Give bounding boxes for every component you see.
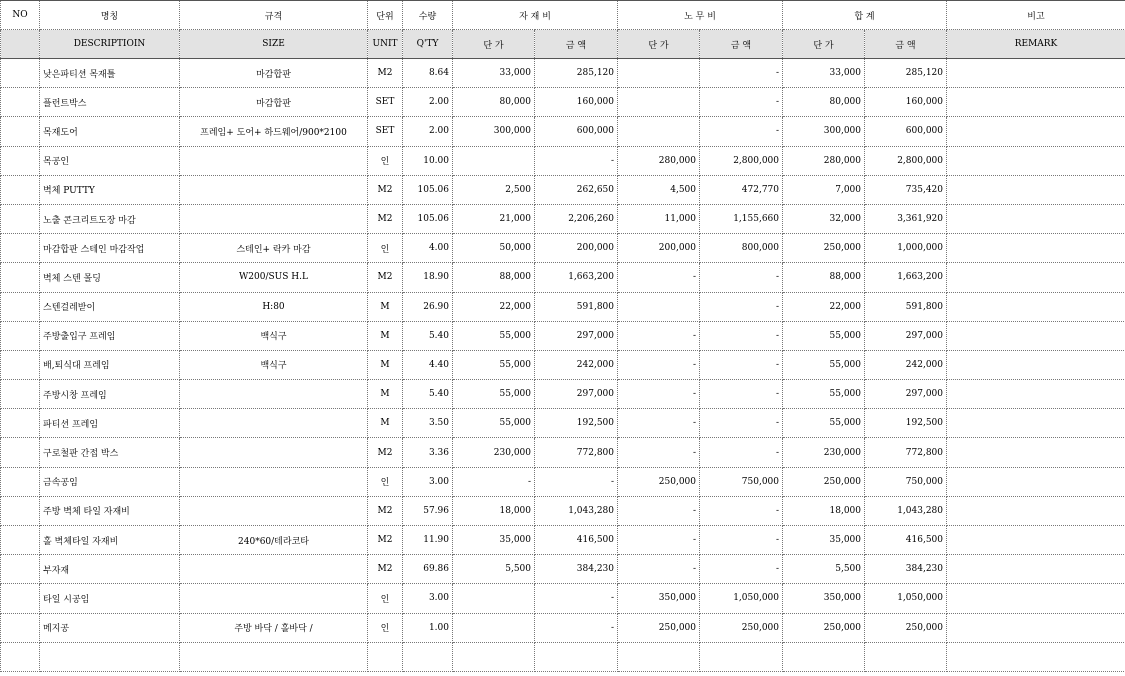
row-material-price: 55,000 (453, 350, 535, 379)
table-row (1, 555, 1125, 584)
row-remark (947, 613, 1125, 642)
empty-cell (368, 642, 403, 671)
row-material-price: 2,500 (453, 175, 535, 204)
row-spec: W200/SUS H.L (180, 263, 368, 292)
row-qty: 11.90 (403, 526, 453, 555)
row-material-price: 230,000 (453, 438, 535, 467)
row-labor-amount: - (700, 555, 783, 584)
table-row (1, 117, 1125, 146)
row-qty: 3.50 (403, 409, 453, 438)
row-labor-amount: - (700, 59, 783, 88)
row-spec (180, 467, 368, 496)
row-unit: M (368, 292, 403, 321)
row-labor-price: 11,000 (618, 204, 700, 233)
row-qty: 3.36 (403, 438, 453, 467)
row-material-price: 88,000 (453, 263, 535, 292)
row-material-amount: - (535, 613, 618, 642)
row-no (1, 438, 40, 467)
row-labor-price (618, 117, 700, 146)
row-no (1, 146, 40, 175)
row-unit: M2 (368, 263, 403, 292)
row-material-price: 55,000 (453, 409, 535, 438)
row-total-price: 350,000 (783, 584, 865, 613)
row-total-amount: 735,420 (865, 175, 947, 204)
row-unit: M (368, 350, 403, 379)
row-remark (947, 175, 1125, 204)
row-labor-price: 350,000 (618, 584, 700, 613)
table-row (1, 438, 1125, 467)
row-total-amount: 750,000 (865, 467, 947, 496)
row-labor-amount: 250,000 (700, 613, 783, 642)
row-labor-price: - (618, 263, 700, 292)
row-name: 금속공임 (40, 467, 180, 496)
header-unit: 단위 (368, 1, 403, 30)
empty-cell (535, 642, 618, 671)
row-no (1, 496, 40, 525)
row-labor-price: - (618, 555, 700, 584)
row-unit: M2 (368, 59, 403, 88)
row-total-price: 55,000 (783, 380, 865, 409)
row-total-price: 55,000 (783, 321, 865, 350)
row-remark (947, 380, 1125, 409)
row-total-amount: 384,230 (865, 555, 947, 584)
header-qty: 수량 (403, 1, 453, 30)
row-spec: 마감합판 (180, 88, 368, 117)
table-row (1, 380, 1125, 409)
row-material-amount: 2,206,260 (535, 204, 618, 233)
row-qty: 105.06 (403, 175, 453, 204)
row-qty: 1.00 (403, 613, 453, 642)
row-remark (947, 555, 1125, 584)
subheader-total-price: 단 가 (783, 30, 865, 59)
row-qty: 5.40 (403, 380, 453, 409)
row-total-amount: 1,663,200 (865, 263, 947, 292)
row-remark (947, 263, 1125, 292)
empty-cell (40, 642, 180, 671)
row-no (1, 526, 40, 555)
row-name: 마감합판 스테인 마감작업 (40, 234, 180, 263)
row-material-amount: 384,230 (535, 555, 618, 584)
row-name: 구로철판 간접 박스 (40, 438, 180, 467)
subheader-remark: REMARK (947, 30, 1125, 59)
row-material-amount: 297,000 (535, 380, 618, 409)
row-name: 벽체 스텐 몰딩 (40, 263, 180, 292)
row-no (1, 292, 40, 321)
row-total-amount: 600,000 (865, 117, 947, 146)
row-material-amount: - (535, 467, 618, 496)
row-labor-price: - (618, 438, 700, 467)
row-no (1, 204, 40, 233)
row-qty: 3.00 (403, 467, 453, 496)
row-spec: 백식구 (180, 350, 368, 379)
empty-cell (1, 642, 40, 671)
subheader-no (1, 30, 40, 59)
row-total-price: 80,000 (783, 88, 865, 117)
row-material-price: 22,000 (453, 292, 535, 321)
row-total-price: 55,000 (783, 350, 865, 379)
row-no (1, 613, 40, 642)
row-total-amount: 160,000 (865, 88, 947, 117)
row-remark (947, 321, 1125, 350)
row-total-price: 5,500 (783, 555, 865, 584)
row-unit: M (368, 321, 403, 350)
row-labor-price: - (618, 409, 700, 438)
row-material-amount: 242,000 (535, 350, 618, 379)
row-labor-amount: 2,800,000 (700, 146, 783, 175)
header-remark: 비고 (947, 1, 1125, 30)
row-remark (947, 117, 1125, 146)
row-labor-price: - (618, 380, 700, 409)
table-row (1, 175, 1125, 204)
row-unit: M2 (368, 496, 403, 525)
row-name: 홀 벽체타일 자재비 (40, 526, 180, 555)
row-unit: 인 (368, 234, 403, 263)
row-material-price: 300,000 (453, 117, 535, 146)
row-qty: 10.00 (403, 146, 453, 175)
row-material-amount: 160,000 (535, 88, 618, 117)
row-material-price: 55,000 (453, 380, 535, 409)
row-labor-amount: - (700, 380, 783, 409)
row-material-amount: 591,800 (535, 292, 618, 321)
row-material-amount: 1,663,200 (535, 263, 618, 292)
row-qty: 57.96 (403, 496, 453, 525)
row-remark (947, 438, 1125, 467)
header-name: 명칭 (40, 1, 180, 30)
header-total: 합 계 (783, 1, 947, 30)
row-labor-price (618, 59, 700, 88)
row-labor-amount: - (700, 438, 783, 467)
subheader-material-amount: 금 액 (535, 30, 618, 59)
subheader-qty: Q'TY (403, 30, 453, 59)
table-row (1, 350, 1125, 379)
row-material-amount: - (535, 584, 618, 613)
row-material-price: 18,000 (453, 496, 535, 525)
row-spec: 주방 바닥 / 홀바닥 / (180, 613, 368, 642)
row-name: 플런트박스 (40, 88, 180, 117)
row-material-amount: 297,000 (535, 321, 618, 350)
row-labor-amount: - (700, 117, 783, 146)
row-no (1, 321, 40, 350)
row-qty: 4.00 (403, 234, 453, 263)
row-total-price: 250,000 (783, 234, 865, 263)
row-name: 낮은파티션 목재틀 (40, 59, 180, 88)
row-name: 주방 벽체 타일 자재비 (40, 496, 180, 525)
row-unit: M (368, 409, 403, 438)
row-total-amount: 1,043,280 (865, 496, 947, 525)
row-material-amount: 416,500 (535, 526, 618, 555)
table-row (1, 613, 1125, 642)
row-labor-amount: - (700, 496, 783, 525)
row-total-amount: 1,050,000 (865, 584, 947, 613)
row-total-price: 55,000 (783, 409, 865, 438)
row-name: 배,퇴식대 프레임 (40, 350, 180, 379)
row-material-price (453, 584, 535, 613)
subheader-row (1, 30, 1125, 59)
empty-cell (783, 642, 865, 671)
row-labor-price: 280,000 (618, 146, 700, 175)
row-labor-amount: - (700, 409, 783, 438)
row-no (1, 117, 40, 146)
subheader-labor-price: 단 가 (618, 30, 700, 59)
row-total-amount: 591,800 (865, 292, 947, 321)
empty-row (1, 642, 1125, 671)
row-material-price: 55,000 (453, 321, 535, 350)
row-no (1, 467, 40, 496)
row-total-price: 300,000 (783, 117, 865, 146)
row-labor-price (618, 88, 700, 117)
row-no (1, 88, 40, 117)
table-row (1, 496, 1125, 525)
row-qty: 4.40 (403, 350, 453, 379)
row-name: 목재도어 (40, 117, 180, 146)
row-qty: 69.86 (403, 555, 453, 584)
row-labor-price: - (618, 526, 700, 555)
subheader-unit: UNIT (368, 30, 403, 59)
row-unit: M2 (368, 175, 403, 204)
row-unit: 인 (368, 613, 403, 642)
row-total-price: 32,000 (783, 204, 865, 233)
row-name: 메지공 (40, 613, 180, 642)
table-row (1, 467, 1125, 496)
row-remark (947, 292, 1125, 321)
row-material-amount: 200,000 (535, 234, 618, 263)
table-row (1, 59, 1125, 88)
row-labor-amount: 1,050,000 (700, 584, 783, 613)
row-unit: SET (368, 117, 403, 146)
row-labor-amount: 800,000 (700, 234, 783, 263)
row-material-price (453, 613, 535, 642)
row-spec (180, 204, 368, 233)
row-total-amount: 250,000 (865, 613, 947, 642)
row-total-price: 250,000 (783, 467, 865, 496)
row-material-price: 5,500 (453, 555, 535, 584)
row-material-price (453, 146, 535, 175)
table-row (1, 204, 1125, 233)
row-labor-price: 200,000 (618, 234, 700, 263)
row-labor-amount: - (700, 263, 783, 292)
row-qty: 18.90 (403, 263, 453, 292)
row-remark (947, 88, 1125, 117)
table-row (1, 526, 1125, 555)
row-name: 타일 시공임 (40, 584, 180, 613)
row-spec (180, 555, 368, 584)
row-labor-amount: - (700, 321, 783, 350)
row-total-amount: 242,000 (865, 350, 947, 379)
row-spec (180, 496, 368, 525)
table-row (1, 88, 1125, 117)
row-material-price: - (453, 467, 535, 496)
row-material-amount: 262,650 (535, 175, 618, 204)
header-row (1, 1, 1125, 30)
row-name: 주방출입구 프레임 (40, 321, 180, 350)
row-labor-price: - (618, 350, 700, 379)
row-spec: 백식구 (180, 321, 368, 350)
row-labor-price: - (618, 496, 700, 525)
table-row (1, 409, 1125, 438)
row-no (1, 175, 40, 204)
empty-cell (453, 642, 535, 671)
row-unit: M (368, 380, 403, 409)
row-unit: M2 (368, 526, 403, 555)
row-qty: 3.00 (403, 584, 453, 613)
row-total-amount: 2,800,000 (865, 146, 947, 175)
row-name: 목공인 (40, 146, 180, 175)
row-labor-price (618, 292, 700, 321)
header-spec: 규격 (180, 1, 368, 30)
row-total-amount: 1,000,000 (865, 234, 947, 263)
row-qty: 2.00 (403, 88, 453, 117)
empty-cell (180, 642, 368, 671)
row-name: 벽체 PUTTY (40, 175, 180, 204)
row-total-amount: 192,500 (865, 409, 947, 438)
table-row (1, 321, 1125, 350)
table-row (1, 146, 1125, 175)
empty-cell (618, 642, 700, 671)
row-labor-amount: - (700, 88, 783, 117)
row-total-price: 18,000 (783, 496, 865, 525)
row-unit: SET (368, 88, 403, 117)
row-remark (947, 467, 1125, 496)
row-spec (180, 584, 368, 613)
row-spec (180, 146, 368, 175)
row-total-amount: 416,500 (865, 526, 947, 555)
row-total-price: 33,000 (783, 59, 865, 88)
row-name: 스텐걸레받이 (40, 292, 180, 321)
row-total-price: 22,000 (783, 292, 865, 321)
row-material-amount: 192,500 (535, 409, 618, 438)
row-unit: 인 (368, 146, 403, 175)
row-remark (947, 234, 1125, 263)
row-total-price: 230,000 (783, 438, 865, 467)
row-no (1, 409, 40, 438)
row-total-price: 280,000 (783, 146, 865, 175)
row-material-amount: 772,800 (535, 438, 618, 467)
row-labor-amount: - (700, 292, 783, 321)
row-qty: 105.06 (403, 204, 453, 233)
row-no (1, 584, 40, 613)
row-material-price: 21,000 (453, 204, 535, 233)
row-qty: 8.64 (403, 59, 453, 88)
row-spec (180, 438, 368, 467)
row-no (1, 350, 40, 379)
row-material-price: 80,000 (453, 88, 535, 117)
row-material-amount: 1,043,280 (535, 496, 618, 525)
row-total-price: 88,000 (783, 263, 865, 292)
row-material-amount: 600,000 (535, 117, 618, 146)
empty-cell (700, 642, 783, 671)
row-unit: M2 (368, 204, 403, 233)
table-row (1, 234, 1125, 263)
subheader-spec: SIZE (180, 30, 368, 59)
header-labor: 노 무 비 (618, 1, 783, 30)
row-material-amount: 285,120 (535, 59, 618, 88)
row-unit: M2 (368, 438, 403, 467)
row-spec: H:80 (180, 292, 368, 321)
subheader-total-amount: 금 액 (865, 30, 947, 59)
row-spec (180, 409, 368, 438)
row-unit: M2 (368, 555, 403, 584)
row-total-price: 7,000 (783, 175, 865, 204)
header-material: 자 재 비 (453, 1, 618, 30)
row-remark (947, 409, 1125, 438)
row-labor-price: - (618, 321, 700, 350)
row-spec: 마감합판 (180, 59, 368, 88)
row-total-price: 250,000 (783, 613, 865, 642)
row-material-price: 35,000 (453, 526, 535, 555)
table-row (1, 584, 1125, 613)
row-total-amount: 297,000 (865, 380, 947, 409)
row-labor-amount: 750,000 (700, 467, 783, 496)
row-remark (947, 350, 1125, 379)
row-no (1, 380, 40, 409)
row-qty: 5.40 (403, 321, 453, 350)
row-no (1, 263, 40, 292)
row-spec: 프레임+ 도어+ 하드웨어/900*2100 (180, 117, 368, 146)
row-material-amount: - (535, 146, 618, 175)
row-labor-amount: 1,155,660 (700, 204, 783, 233)
row-name: 주방시창 프레임 (40, 380, 180, 409)
row-unit: 인 (368, 467, 403, 496)
row-spec: 스테인+ 락카 마감 (180, 234, 368, 263)
row-name: 파티션 프레임 (40, 409, 180, 438)
table-row (1, 263, 1125, 292)
row-remark (947, 584, 1125, 613)
row-remark (947, 59, 1125, 88)
row-qty: 26.90 (403, 292, 453, 321)
row-labor-amount: - (700, 350, 783, 379)
row-total-amount: 285,120 (865, 59, 947, 88)
subheader-labor-amount: 금 액 (700, 30, 783, 59)
row-qty: 2.00 (403, 117, 453, 146)
empty-cell (947, 642, 1125, 671)
empty-cell (865, 642, 947, 671)
row-remark (947, 146, 1125, 175)
row-no (1, 555, 40, 584)
subheader-name: DESCRIPTIOIN (40, 30, 180, 59)
row-no (1, 59, 40, 88)
row-name: 노출 콘크리트도장 마감 (40, 204, 180, 233)
row-total-amount: 772,800 (865, 438, 947, 467)
row-labor-amount: - (700, 526, 783, 555)
row-labor-price: 250,000 (618, 613, 700, 642)
row-labor-price: 250,000 (618, 467, 700, 496)
header-no: NO (1, 1, 40, 30)
empty-cell (403, 642, 453, 671)
row-name: 부자재 (40, 555, 180, 584)
row-remark (947, 526, 1125, 555)
row-no (1, 234, 40, 263)
row-total-amount: 3,361,920 (865, 204, 947, 233)
row-remark (947, 496, 1125, 525)
row-total-amount: 297,000 (865, 321, 947, 350)
row-material-price: 33,000 (453, 59, 535, 88)
row-spec (180, 380, 368, 409)
row-material-price: 50,000 (453, 234, 535, 263)
row-spec: 240*60/테라코타 (180, 526, 368, 555)
row-total-price: 35,000 (783, 526, 865, 555)
row-labor-price: 4,500 (618, 175, 700, 204)
row-unit: 인 (368, 584, 403, 613)
row-remark (947, 204, 1125, 233)
table-row (1, 292, 1125, 321)
subheader-material-price: 단 가 (453, 30, 535, 59)
row-labor-amount: 472,770 (700, 175, 783, 204)
row-spec (180, 175, 368, 204)
